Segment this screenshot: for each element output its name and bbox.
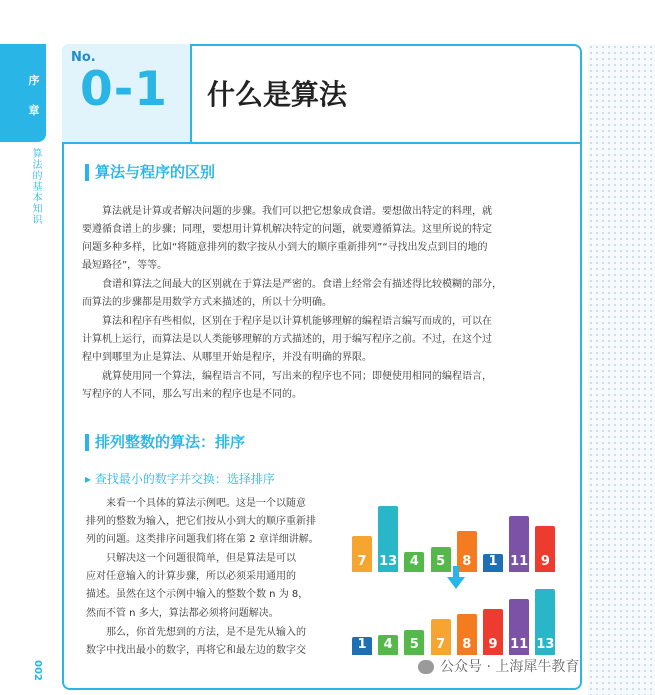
- page-number: 002: [32, 660, 43, 681]
- para-line: 最短路径”，等等。: [82, 260, 168, 271]
- para-line: 程中到哪里为止是算法、从哪里开始是程序，并没有明确的界限。: [82, 352, 372, 363]
- bar-7: [431, 619, 451, 655]
- bar-value-label: 11: [510, 637, 529, 652]
- para-line: 就算使用同一个算法，编程语言不同，写出来的程序也不同；即便使用相同的编程语言，: [102, 371, 492, 382]
- bar-4: [378, 635, 398, 655]
- down-arrow-icon: [447, 577, 465, 589]
- section-heading-2: 排列整数的算法：排序: [85, 434, 245, 451]
- bar-value-label: 1: [488, 554, 498, 569]
- bar-5: [431, 547, 451, 572]
- para-line: 应对任意输入的计算步骤，所以必须采用通用的: [86, 571, 296, 582]
- bar-4: [404, 552, 424, 572]
- para-line: 来看一个具体的算法示例吧。这是一个以随意: [106, 498, 306, 509]
- bar-8: [457, 531, 477, 572]
- dotted-margin: [588, 44, 655, 695]
- bar-value-label: 7: [436, 637, 446, 652]
- para-line: 计算机上运行，而算法是以人类能够理解的方式描述的，用于编写程序之前。不过，在这个过: [82, 334, 492, 345]
- para-line: 而算法的步骤都是用数学方式来描述的，所以十分明确。: [82, 297, 332, 308]
- bar-value-label: 13: [379, 554, 398, 569]
- bar-1: [352, 637, 372, 655]
- header-no-label: No.: [71, 50, 96, 65]
- bar-value-label: 4: [383, 637, 393, 652]
- bar-value-label: 5: [409, 637, 419, 652]
- bar-value-label: 13: [536, 637, 555, 652]
- para-line: 只解决这一个问题很简单，但是算法是可以: [106, 553, 296, 564]
- para-line: 描述。虽然在这个示例中输入的整数个数 n 为 8，: [86, 589, 309, 600]
- bar-11: [509, 599, 529, 655]
- chapter-tab: [0, 44, 46, 142]
- section-subheading: ▸ 查找最小的数字并交换：选择排序: [85, 472, 275, 486]
- bar-value-label: 7: [357, 554, 367, 569]
- bar-value-label: 8: [462, 637, 472, 652]
- bar-13: [535, 589, 555, 655]
- para-line: 排列的整数为输入，把它们按从小到大的顺序重新排: [86, 516, 316, 527]
- para-line: 食谱和算法之间最大的区别就在于算法是严密的。食谱上经常会有描述得比较模糊的部分，: [102, 279, 502, 290]
- chapter-char-2: 章: [28, 104, 40, 117]
- para-line: 问题多种多样，比如“将随意排列的数字按从小到大的顺序重新排列”“寻找出发点到目的地的: [82, 242, 488, 253]
- chapter-subtitle: 算法的基本知识: [30, 148, 41, 225]
- para-line: 那么，你首先想到的方法，是不是先从输入的: [106, 627, 306, 638]
- para-line: 数字中找出最小的数字，再将它和最左边的数字交: [86, 645, 306, 656]
- para-line: 写程序的人不同，那么写出来的程序也是不同的。: [82, 389, 302, 400]
- bar-8: [457, 614, 477, 655]
- watermark: [418, 656, 579, 676]
- header-number: 0-1: [80, 62, 168, 117]
- bar-9: [535, 526, 555, 572]
- page-title: 什么是算法: [207, 78, 348, 111]
- bar-value-label: 4: [409, 554, 419, 569]
- bar-7: [352, 536, 372, 572]
- bar-value-label: 9: [540, 554, 550, 569]
- bar-value-label: 9: [488, 637, 498, 652]
- bar-1: [483, 554, 503, 572]
- bar-value-label: 5: [436, 554, 446, 569]
- chapter-char-1: 序: [28, 74, 40, 87]
- para-line: 要遵循食谱上的步骤；同理，要想用计算机解决特定的问题，就要遵循算法。这里所说的特定: [82, 224, 492, 235]
- bar-5: [404, 630, 424, 655]
- para-line: 算法就是计算或者解决问题的步骤。我们可以把它想象成食谱。要想做出特定的料理，就: [102, 206, 492, 217]
- bar-value-label: 1: [357, 637, 367, 652]
- wechat-icon: [418, 660, 434, 674]
- para-line: 列的问题。这类排序问题我们将在第 2 章详细讲解。: [86, 534, 319, 545]
- bar-value-label: 8: [462, 554, 472, 569]
- bar-9: [483, 609, 503, 655]
- para-line: 算法和程序有些相似，区别在于程序是以计算机能够理解的编程语言编写而成的，可以在: [102, 316, 492, 327]
- bar-13: [378, 506, 398, 572]
- bar-value-label: 11: [510, 554, 529, 569]
- section-heading-1: 算法与程序的区别: [85, 164, 215, 181]
- para-line: 然而不管 n 多大，算法都必须将问题解决。: [86, 608, 279, 619]
- bar-11: [509, 516, 529, 572]
- watermark-text: 公众号 · 上海犀牛教育: [440, 659, 580, 675]
- header-divider: [62, 142, 582, 144]
